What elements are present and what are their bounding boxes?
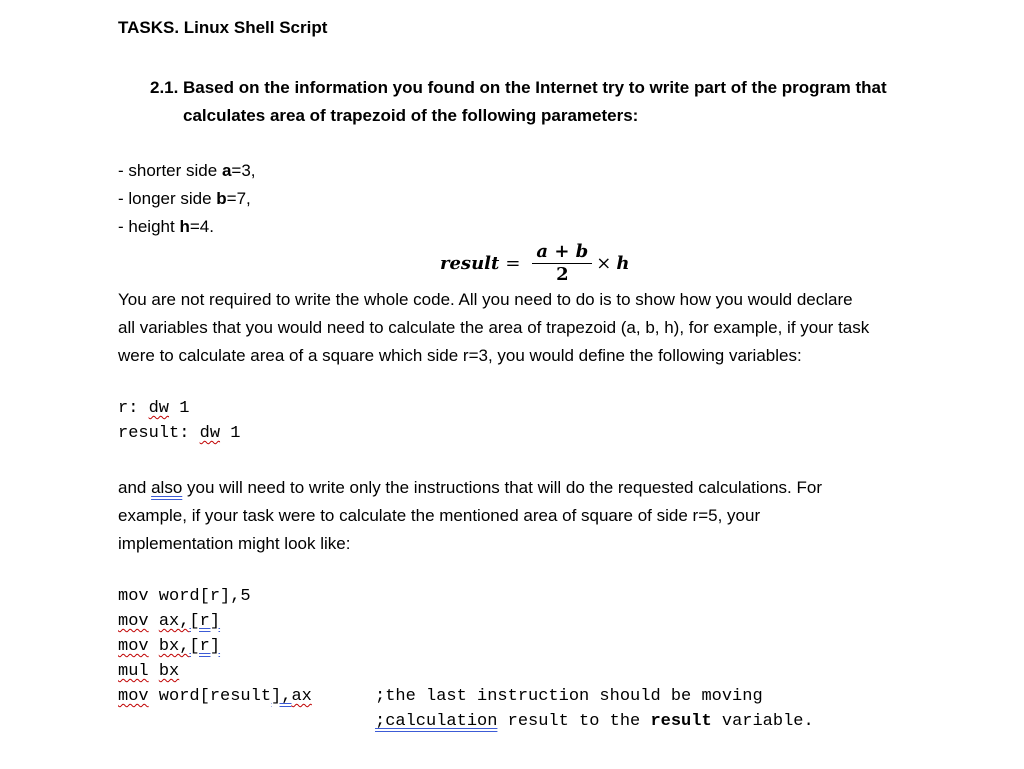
- param-value: =7,: [226, 189, 251, 208]
- paragraph-text: and: [118, 478, 152, 497]
- param-name: a: [221, 161, 232, 180]
- page-title: TASKS. Linux Shell Script: [118, 18, 328, 37]
- implementation-code: [118, 584, 312, 709]
- task-line-2: calculates area of trapezoid of the following parameters:: [183, 106, 639, 125]
- code-token: bx: [158, 662, 180, 681]
- formula-height: h: [616, 252, 630, 274]
- code-token: ax,: [158, 612, 190, 631]
- area-formula: [440, 237, 629, 289]
- paragraph-line: example, if your task were to calculate the mentioned area of square of side r=5, your: [118, 506, 761, 525]
- formula-denominator: 2: [556, 263, 569, 285]
- code-token: bx,: [158, 637, 190, 656]
- code-token: word[result: [148, 687, 272, 706]
- code-token: [r]: [189, 612, 221, 631]
- code-line: [118, 421, 240, 446]
- paragraph-line: all variables that you would need to calculate the area of trapezoid (a, b, h), for example, if your task: [118, 318, 870, 337]
- task-line-1: Based on the information you found on the Internet try to write part of the program that: [183, 78, 887, 97]
- code-token: mov: [118, 687, 149, 706]
- formula-numerator: a + b: [536, 240, 589, 262]
- paragraph-line: were to calculate area of a square which side r=3, you would define the following variables:: [118, 346, 802, 365]
- paragraph-line: [118, 474, 936, 502]
- param-name: h: [179, 217, 190, 236]
- code-token: dw: [148, 399, 170, 418]
- paragraph-line: implementation might look like:: [118, 534, 351, 553]
- code-token: result: [650, 712, 712, 731]
- code-token: ],: [271, 687, 292, 706]
- code-token: result to the: [497, 712, 651, 731]
- paragraph-text: also: [151, 478, 183, 497]
- formula-times: ×: [596, 252, 612, 274]
- param-name: b: [216, 189, 227, 208]
- param-height: [118, 213, 256, 241]
- formula-fraction: [532, 241, 592, 286]
- code-token: 1: [169, 399, 190, 418]
- code-token: [149, 637, 159, 656]
- param-shorter-side: [118, 157, 256, 185]
- parameter-list: [118, 157, 256, 241]
- code-token: r:: [118, 399, 149, 418]
- code-token: 1: [220, 424, 241, 443]
- code-comment-line-1: ;the last instruction should be moving: [375, 687, 763, 706]
- code-line: [118, 684, 312, 709]
- variable-declarations-code: [118, 396, 240, 446]
- param-value: =3,: [231, 161, 256, 180]
- instructions-paragraph-1: [118, 286, 936, 370]
- code-line: mov word[r],5: [118, 587, 251, 606]
- code-token: mov: [118, 637, 149, 656]
- param-label: - longer side: [118, 189, 217, 208]
- task-2-1: [150, 74, 950, 130]
- instructions-paragraph-2: [118, 474, 936, 558]
- code-line: [118, 634, 312, 659]
- param-label: - shorter side: [118, 161, 222, 180]
- code-line: [118, 396, 240, 421]
- param-longer-side: [118, 185, 256, 213]
- param-value: =4.: [189, 217, 214, 236]
- formula-equals: =: [505, 252, 521, 274]
- code-token: dw: [199, 424, 221, 443]
- code-token: [149, 612, 159, 631]
- paragraph-text: you will need to write only the instructions that will do the requested calculations. For: [182, 478, 822, 497]
- code-comment-line-2: [375, 709, 814, 734]
- code-token: ;calculation: [375, 712, 498, 731]
- param-label: - height: [118, 217, 180, 236]
- code-token: mul: [118, 662, 149, 681]
- code-token: [r]: [189, 637, 221, 656]
- code-token: mov: [118, 612, 149, 631]
- code-line: [118, 609, 312, 634]
- code-token: result:: [118, 424, 200, 443]
- code-token: ax: [291, 687, 312, 706]
- paragraph-line: You are not required to write the whole code. All you need to do is to show how you would declare: [118, 290, 853, 309]
- task-number: 2.1.: [150, 78, 179, 97]
- code-token: [149, 662, 159, 681]
- formula-result: result: [440, 252, 500, 274]
- code-line: [118, 659, 312, 684]
- code-token: variable.: [711, 712, 814, 731]
- task-description: [183, 74, 950, 130]
